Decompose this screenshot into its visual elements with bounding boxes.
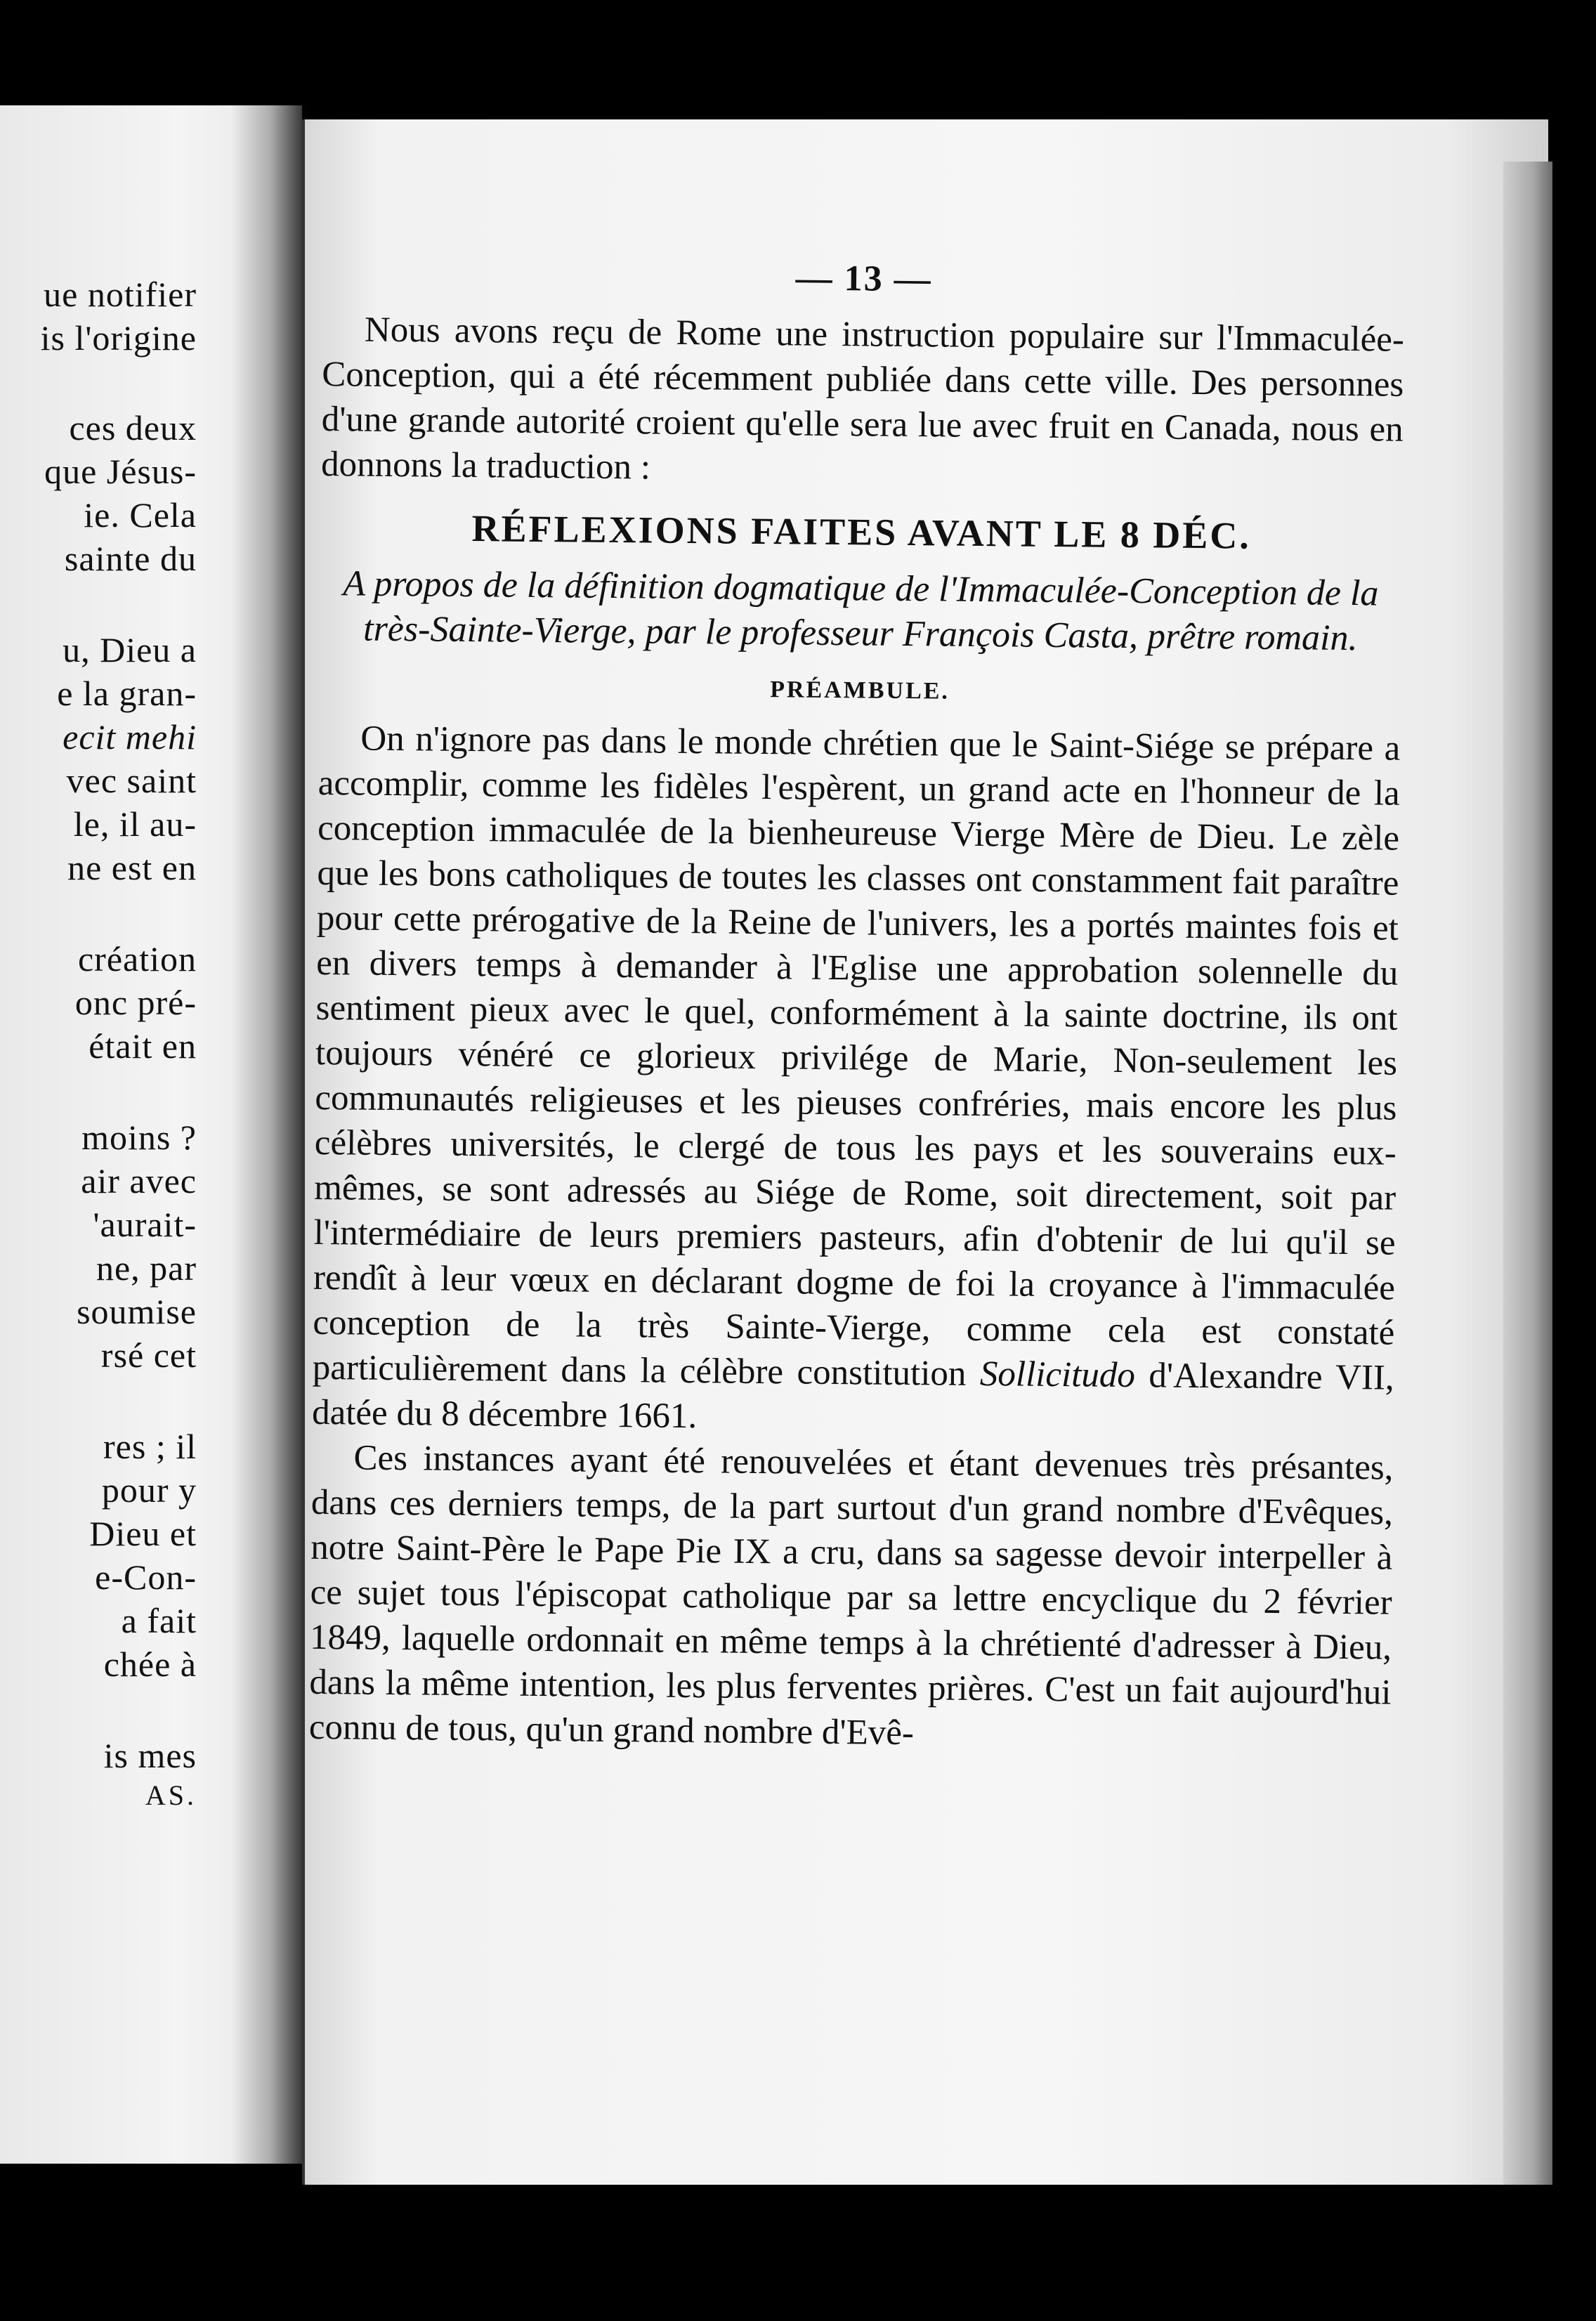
page-number: — 13 — (795, 258, 932, 300)
left-fragment: rsé cet (100, 1335, 197, 1375)
left-fragment: is l'origine (40, 318, 197, 358)
left-fragment: 'aurait- (93, 1205, 197, 1244)
article-title: RÉFLEXIONS FAITES AVANT LE 8 DÉC. (471, 507, 1252, 557)
left-fragment: pour y (101, 1470, 197, 1510)
left-fragment: Dieu et (89, 1514, 197, 1553)
left-fragment: is mes (103, 1736, 197, 1775)
left-fragment: était en (89, 1026, 197, 1066)
body-paragraph: Ces instances ayant été renouvelées et étant devenues très présantes, dans ces derniers temps, de la part surtout d'un grand nombre d'Evêques, notre Saint-Père le Pape Pie IX a cru, dans sa sagesse devoir interpeller à ce sujet tous l'épiscopat catholique par sa lettre encyclique du 2 février 1849, laquelle ordonnait en même temps à la chrétienté d'adresser à Dieu, dans la même intention, les plus ferventes prières. C'est un fait aujourd'hui connu de tous, qu'un grand nombre d'Evê- (308, 1438, 1394, 1753)
left-fragment: soumise (77, 1292, 197, 1331)
left-fragment: res ; il (103, 1427, 197, 1466)
left-fragment: onc pré- (74, 983, 197, 1022)
left-fragment: ne, par (96, 1248, 197, 1288)
section-heading: PRÉAMBULE. (770, 676, 950, 705)
left-fragment: ces deux (69, 408, 197, 447)
left-fragment: e-Con- (95, 1557, 197, 1597)
left-fragment: le, il au- (73, 804, 197, 844)
paragraph-text: On n'ignore pas dans le monde chrétien que le Saint-Siége se prépare a accomplir, comme les fidèles l'espèrent, un grand acte en l'honneur de la conception immaculée de la bienheureuse Vierge Mère de Dieu. Le zèle que les bons catholiques de toutes les classes ont constamment fait paraître pour cette prérogative de la Reine de l'univers, les a portés maintes fois et en divers temps à demander à l'Eglise une approbation solennelle du sentiment pieux avec le quel, conformément à la sainte doctrine, ils ont toujours vénéré ce glorieux privilége de Marie, Non-seulement les communautés religieuses et les pieuses confréries, mais encore les plus célèbres universités, le clergé de tous les pays et les souverains eux-mêmes, se sont adressés au Siége de Rome, soit directement, soit par l'intermédiaire de leurs premiers pasteurs, afin d'obtenir de lui qu'il se rendît à leur vœux en déclarant dogme de foi la croyance à l'immaculée conception de la très Sainte-Vierge, comme cela est constaté particulièrement dans la célèbre constitution (312, 719, 1401, 1394)
left-fragment: e la gran- (57, 674, 197, 713)
page-text (309, 253, 1405, 1760)
left-fragment: création (77, 939, 197, 979)
left-fragment: ecit mehi (63, 717, 197, 757)
left-fragment: sainte du (64, 539, 197, 578)
left-fragment: ue notifier (44, 275, 197, 314)
left-fragment: vec saint (66, 761, 197, 800)
body-paragraph (312, 716, 1401, 1446)
page-gutter (232, 105, 309, 2164)
paragraph-text: d'Alexandre VII, datée du 8 décembre 1661. (311, 1356, 1394, 1437)
left-fragment: u, Dieu a (63, 630, 197, 669)
intro-paragraph: Nous avons reçu de Rome une instruction populaire sur l'Immaculée-Conception, qui a été récemment publiée dans cette ville. Des personnes d'une grande autorité croient qu'elle sera lue avec fruit en Canada, nous en donnons la traduction : (320, 310, 1405, 488)
article-subtitle: A propos de la définition dogmatique de l'Immaculée-Conception de la très-Sainte-Vierge, par le professeur François Casta, prêtre romain. (343, 563, 1379, 659)
left-fragment: ne est en (67, 848, 197, 887)
left-fragment: ie. Cela (84, 495, 197, 535)
left-fragment: que Jésus- (44, 452, 197, 491)
left-fragment: a fait (121, 1601, 197, 1640)
italic-title: Sollicitudo (979, 1354, 1136, 1396)
left-fragment: moins ? (81, 1118, 197, 1157)
page-edge (1503, 162, 1552, 2185)
left-fragment: AS. (145, 1779, 197, 1811)
left-fragment: air avec (81, 1161, 197, 1201)
left-fragment: chée à (103, 1645, 197, 1684)
